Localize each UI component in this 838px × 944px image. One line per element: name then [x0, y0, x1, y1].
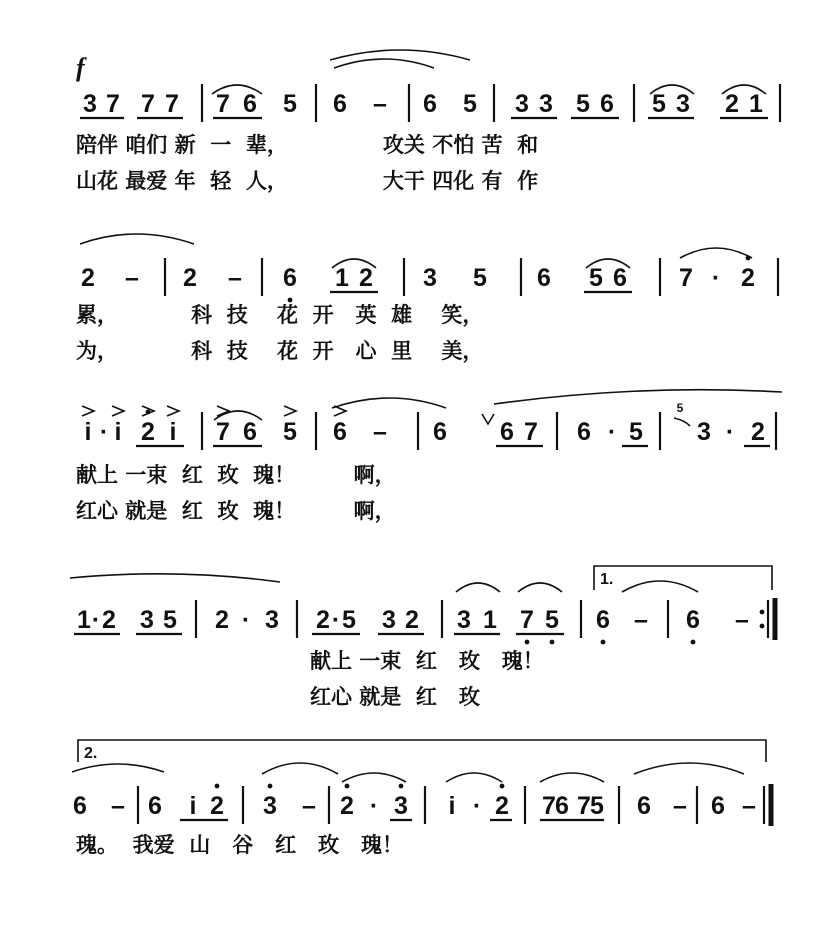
note-s1-13: 3 — [539, 90, 553, 118]
system-3-lyric-verse-1: 献上 一束 红 玫 瑰！ 啊， — [76, 463, 396, 487]
note-s3-9: 6 — [333, 418, 347, 446]
note-s1-10: 6 — [423, 90, 437, 118]
note-s4-10: · — [331, 606, 341, 634]
system-3-octave-dots — [146, 410, 151, 415]
system-1 — [76, 50, 780, 194]
system-2-lyric-verse-2: 为， 科 技 花 开 心 里 美， — [76, 339, 484, 363]
note-s4-11: 5 — [342, 606, 356, 634]
note-s2-12: 6 — [613, 264, 627, 292]
note-s2-2: – — [125, 264, 139, 292]
system-1-lyric-verse-1: 陪伴 咱们 新 一 辈， 攻关 不怕 苦 和 — [76, 133, 539, 157]
note-s5-7: – — [302, 792, 316, 820]
system-5-lyric: 瑰。 我爱 山 谷 红 玫 瑰！ — [76, 833, 403, 857]
note-s1-7: 5 — [283, 90, 297, 118]
system-5-slurs — [72, 763, 744, 782]
note-s5-12: · — [472, 792, 482, 820]
system-3 — [76, 390, 782, 524]
note-s1-2: 7 — [106, 90, 120, 118]
note-s3-13: 7 — [524, 418, 538, 446]
note-s3-10: – — [373, 418, 387, 446]
note-s3-15: · — [607, 418, 617, 446]
note-s3-12: 6 — [500, 418, 514, 446]
note-s3-6: 7 — [216, 418, 230, 446]
note-s4-13: 2 — [405, 606, 419, 634]
note-s1-8: 6 — [333, 90, 347, 118]
note-s3-7: 6 — [243, 418, 257, 446]
note-s1-15: 6 — [600, 90, 614, 118]
note-s2-8: 3 — [423, 264, 437, 292]
dynamic-forte-marking: f — [76, 53, 85, 82]
note-s5-6: 3 — [263, 792, 277, 820]
note-s1-6: 6 — [243, 90, 257, 118]
note-s1-4: 7 — [165, 90, 179, 118]
note-s3-4: 2 — [141, 418, 155, 446]
note-s4-17: 5 — [545, 606, 559, 634]
note-s4-18: 6 — [596, 606, 610, 634]
system-4-repeat-end — [760, 598, 775, 640]
note-s4-16: 7 — [520, 606, 534, 634]
note-s3-5: i — [169, 418, 177, 446]
note-s4-5: 5 — [163, 606, 177, 634]
breath-mark — [482, 414, 494, 424]
note-s2-6: 1 — [335, 264, 349, 292]
note-s1-16: 5 — [652, 90, 666, 118]
system-4 — [70, 566, 775, 709]
system-5-notes — [73, 792, 756, 820]
note-s5-20: 6 — [711, 792, 725, 820]
note-s1-14: 5 — [576, 90, 590, 118]
note-s5-9: · — [369, 792, 379, 820]
system-2-notes — [81, 264, 755, 292]
grace-note: 5 — [676, 401, 684, 415]
note-s5-5: 2 — [210, 792, 224, 820]
note-s3-17: 3 — [697, 418, 711, 446]
first-ending-label: 1. — [600, 571, 614, 588]
note-s3-2: · — [99, 418, 109, 446]
note-s5-13: 2 — [495, 792, 509, 820]
note-s2-15: 2 — [741, 264, 755, 292]
note-s1-18: 2 — [725, 90, 739, 118]
note-s2-4: – — [228, 264, 242, 292]
system-1-slurs — [212, 50, 766, 94]
system-4-lyric-verse-2: 红心 就是 红 玫 — [310, 685, 480, 709]
note-s1-12: 3 — [515, 90, 529, 118]
note-s3-18: · — [725, 418, 735, 446]
note-s4-20: 6 — [686, 606, 700, 634]
note-s4-19: – — [634, 606, 648, 634]
system-4-lower-dots — [525, 640, 696, 645]
note-s3-11: 6 — [433, 418, 447, 446]
note-s5-18: 6 — [637, 792, 651, 820]
system-2-lyric-verse-1: 累， 科 技 花 开 英 雄 笑， — [76, 303, 484, 327]
note-s3-19: 2 — [751, 418, 765, 446]
note-s5-2: – — [111, 792, 125, 820]
note-s4-12: 3 — [382, 606, 396, 634]
note-s5-8: 2 — [340, 792, 354, 820]
note-s4-7: · — [241, 606, 251, 634]
note-s1-5: 7 — [216, 90, 230, 118]
note-s2-7: 2 — [359, 264, 373, 292]
system-1-notes — [83, 90, 763, 118]
note-s5-10: 3 — [394, 792, 408, 820]
note-s3-16: 5 — [629, 418, 643, 446]
note-s4-15: 1 — [483, 606, 497, 634]
note-s1-1: 3 — [83, 90, 97, 118]
note-s1-11: 5 — [463, 90, 477, 118]
note-s5-19: – — [673, 792, 687, 820]
note-s5-1: 6 — [73, 792, 87, 820]
note-s2-5: 6 — [283, 264, 297, 292]
system-3-slurs — [214, 390, 782, 420]
note-s3-14: 6 — [577, 418, 591, 446]
system-5 — [72, 740, 771, 857]
note-s4-3: 2 — [102, 606, 116, 634]
note-s4-8: 3 — [265, 606, 279, 634]
system-4-lyric-verse-1: 献上 一束 红 玫 瑰！ — [310, 649, 544, 673]
note-s2-14: · — [711, 264, 721, 292]
grace-note-slur — [674, 418, 690, 426]
system-3-lyric-verse-2: 红心 就是 红 玫 瑰！ 啊， — [76, 499, 396, 523]
note-s2-3: 2 — [183, 264, 197, 292]
second-ending-bracket — [78, 740, 766, 762]
note-s5-11: i — [448, 792, 456, 820]
note-s5-14: 7 — [542, 792, 556, 820]
first-ending-bracket — [594, 566, 772, 590]
note-s4-6: 2 — [215, 606, 229, 634]
note-s2-1: 2 — [81, 264, 95, 292]
note-s3-8: 5 — [283, 418, 297, 446]
note-s4-1: 1 — [77, 606, 91, 634]
note-s4-14: 3 — [457, 606, 471, 634]
note-s5-17: 5 — [590, 792, 604, 820]
second-ending-label: 2. — [84, 745, 98, 762]
system-1-lyric-verse-2: 山花 最爱 年 轻 人， 大干 四化 有 作 — [76, 169, 539, 193]
system-4-notes — [77, 606, 749, 634]
system-5-octave-dots — [215, 784, 505, 789]
note-s4-2: · — [91, 606, 101, 634]
note-s5-16: 7 — [577, 792, 591, 820]
note-s5-21: – — [742, 792, 756, 820]
note-s1-17: 3 — [676, 90, 690, 118]
note-s4-9: 2 — [316, 606, 330, 634]
note-s1-9: – — [373, 90, 387, 118]
note-s4-4: 3 — [140, 606, 154, 634]
system-2 — [76, 234, 778, 364]
note-s1-3: 7 — [141, 90, 155, 118]
note-s2-10: 6 — [537, 264, 551, 292]
note-s5-4: i — [189, 792, 197, 820]
note-s2-13: 7 — [679, 264, 693, 292]
note-s5-3: 6 — [148, 792, 162, 820]
note-s2-9: 5 — [473, 264, 487, 292]
note-s3-1: i — [84, 418, 92, 446]
note-s2-11: 5 — [589, 264, 603, 292]
note-s5-15: 6 — [555, 792, 569, 820]
system-2-slurs — [80, 234, 752, 268]
note-s3-3: i — [114, 418, 122, 446]
note-s4-21: – — [735, 606, 749, 634]
note-s1-19: 1 — [749, 90, 763, 118]
system-3-notes — [85, 418, 765, 446]
